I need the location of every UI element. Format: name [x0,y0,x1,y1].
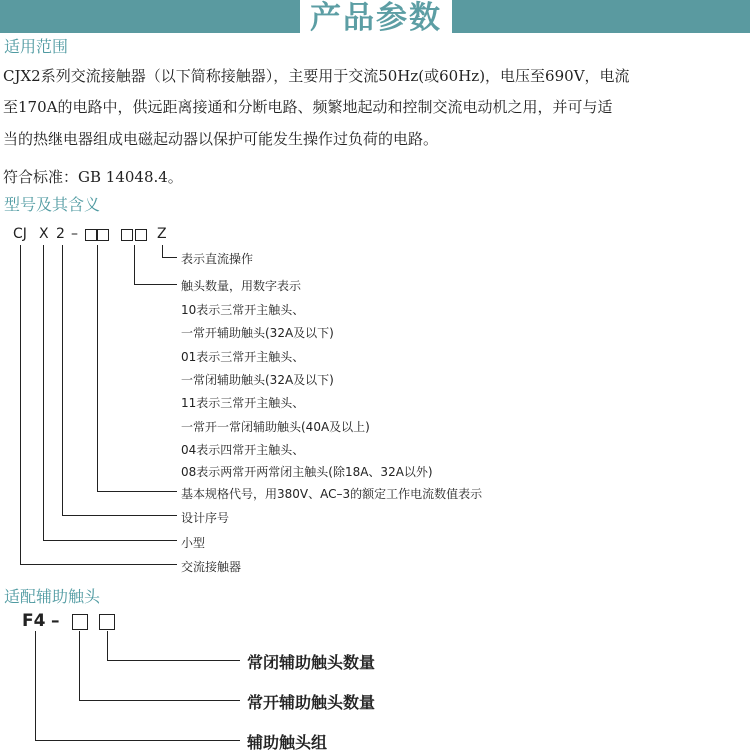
label-design-no: 设计序号 [181,511,230,525]
label-contacts-4: 一常闭辅助触头(32A及以下) [181,373,334,387]
aux-code-f4: F4 [22,611,46,631]
line-design [63,245,178,516]
aux-heading: 适配辅助触头 [4,587,101,606]
label-contacts-6: 一常开一常闭辅助触头(40A及以上) [181,420,370,434]
banner-title: 产品参数 [310,0,442,36]
line-spec [98,245,178,492]
label-no-count: 常开辅助触头数量 [247,693,376,712]
label-contacts-7: 04表示四常开主触头、 [181,443,305,457]
label-contacts-8: 08表示两常开两常闭主触头(除18A、32A以外) [181,465,433,479]
label-aux-group: 辅助触头组 [247,733,328,752]
label-contacts-2: 一常开辅助触头(32A及以下) [181,326,334,340]
code-cj: CJ [13,226,27,242]
label-contacts-5: 11表示三常开主触头、 [181,396,305,410]
standard-line: 符合标准：GB 14048.4。 [3,168,183,186]
scope-line-1: CJX2系列交流接触器（以下简称接触器），主要用于交流50Hz(或60Hz)，电压至690V，电流 [3,67,630,85]
scope-line-2: 至170A的电路中，供远距离接通和分断电路、频繁地起动和控制交流电动机之用，并可与适 [3,98,613,116]
code-z: Z [157,226,167,242]
scope-line-3: 当的热继电器组成电磁起动器以保护可能发生操作过负荷的电路。 [3,130,439,148]
aux-line-group [36,631,241,741]
code-2: 2 [56,226,65,242]
label-contacts-1: 10表示三常开主触头、 [181,303,305,317]
line-small [44,245,178,541]
aux-code-dash: – [51,611,60,631]
model-heading: 型号及其含义 [4,195,101,214]
code-dash: – [71,226,78,242]
line-z [163,245,178,258]
label-contacts-3: 01表示三常开主触头、 [181,350,305,364]
label-ac-contactor: 交流接触器 [181,560,242,574]
scope-heading: 适用范围 [4,37,69,56]
aux-line-nc [108,631,241,661]
label-nc-count: 常闭辅助触头数量 [247,653,376,672]
label-spec-code: 基本规格代号，用380V、AC–3的额定工作电流数值表示 [181,487,483,501]
label-dc-operation: 表示直流操作 [181,252,254,266]
line-contacts [135,245,178,285]
label-contacts-title: 触头数量，用数字表示 [181,279,302,293]
label-small: 小型 [181,536,206,550]
aux-line-no [80,631,241,701]
code-x: X [39,226,49,242]
